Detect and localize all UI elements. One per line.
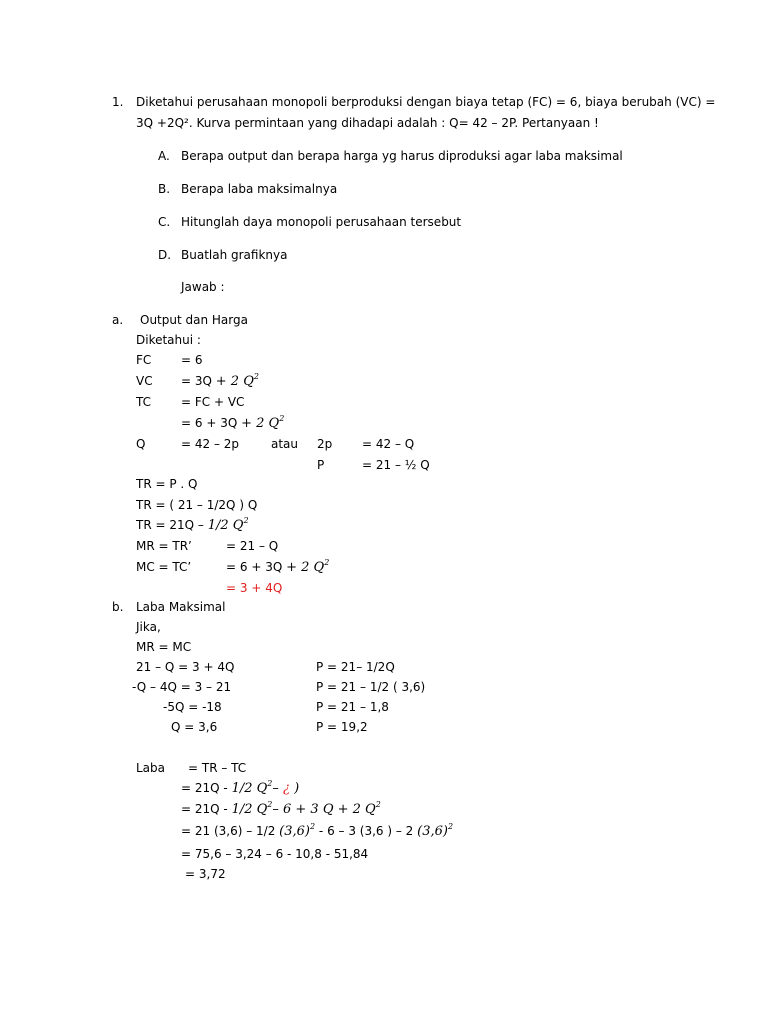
diketahui-label: Diketahui : <box>136 333 201 347</box>
vc-label: VC <box>136 374 153 388</box>
price-line-3: P = 21 – 1,8 <box>316 700 389 714</box>
mc-result: = 3 + 4Q <box>226 581 283 595</box>
jika-label: Jika, <box>136 620 161 634</box>
question-number: 1. <box>112 95 124 109</box>
part-a-letter: a. <box>112 313 124 327</box>
tc-value-2: = 6 + 3Q + 2 $Q^2$ <box>181 414 285 431</box>
tr-line-3: TR = 21Q – 1/2 $Q^2$ <box>136 516 249 533</box>
mc-label: MC = TC’ <box>136 560 192 574</box>
item-c-letter: C. <box>158 215 171 229</box>
twop-label: 2p <box>317 437 333 451</box>
mr-value: = 21 – Q <box>226 539 279 553</box>
solve-line-1: 21 – Q = 3 + 4Q <box>136 660 235 674</box>
item-d-letter: D. <box>158 248 172 262</box>
price-line-2: P = 21 – 1/2 ( 3,6) <box>316 680 426 694</box>
p-label: P <box>317 458 325 472</box>
part-a-title: Output dan Harga <box>140 313 248 327</box>
answer-label: Jawab : <box>181 280 225 294</box>
laba-line-4: = 21 (3,6) – 1/2 $(3,6)^2 - 6 - 3$ (3,6 ) – 2 $(3,6)^2$ <box>181 822 454 839</box>
tc-label: TC <box>136 395 152 409</box>
vc-value: = 3Q + 2 $Q^2$ <box>181 372 259 389</box>
question-line-2: 3Q +2Q². Kurva permintaan yang dihadapi adalah : Q= 42 – 2P. Pertanyaan ! <box>136 116 599 130</box>
price-line-1: P = 21– 1/2Q <box>316 660 395 674</box>
laba-line-3: = 21Q - 1/2 $Q^2-$ 6 + 3 Q + 2 $Q^2$ <box>181 800 381 817</box>
solve-line-4: Q = 3,6 <box>171 720 218 734</box>
item-a-letter: A. <box>158 149 170 163</box>
tc-value-1: = FC + VC <box>181 395 245 409</box>
laba-line-6: = 3,72 <box>185 867 226 881</box>
item-d-text: Buatlah grafiknya <box>181 248 288 262</box>
mr-equals-mc: MR = MC <box>136 640 192 654</box>
mr-label: MR = TR’ <box>136 539 192 553</box>
price-line-4: P = 19,2 <box>316 720 368 734</box>
atau-label: atau <box>271 437 299 451</box>
tr-line-2: TR = ( 21 – 1/2Q ) Q <box>136 498 258 512</box>
item-b-text: Berapa laba maksimalnya <box>181 182 338 196</box>
solve-line-2: -Q – 4Q = 3 – 21 <box>132 680 232 694</box>
p-value: = 21 – ½ Q <box>362 458 430 472</box>
tr-line-1: TR = P . Q <box>136 477 198 491</box>
laba-line-5: = 75,6 – 3,24 – 6 - 10,8 - 51,84 <box>181 847 369 861</box>
part-b-title: Laba Maksimal <box>136 600 226 614</box>
question-line-1: Diketahui perusahaan monopoli berproduksi dengan biaya tetap (FC) = 6, biaya berubah (VC) = <box>136 95 716 109</box>
q-label: Q <box>136 437 146 451</box>
twop-value: = 42 – Q <box>362 437 415 451</box>
fc-label: FC <box>136 353 152 367</box>
mc-value: = 6 + 3Q + 2 $Q^2$ <box>226 558 330 575</box>
fc-value: = 6 <box>181 353 203 367</box>
item-a-text: Berapa output dan berapa harga yg harus diproduksi agar laba maksimal <box>181 149 623 163</box>
laba-line-1: = TR – TC <box>188 761 247 775</box>
laba-label: Laba <box>136 761 166 775</box>
q-value: = 42 – 2p <box>181 437 240 451</box>
solve-line-3: -5Q = -18 <box>163 700 222 714</box>
part-b-letter: b. <box>112 600 124 614</box>
laba-line-2: = 21Q - 1/2 $Q^2-$ ¿ ) <box>181 779 300 796</box>
item-b-letter: B. <box>158 182 171 196</box>
item-c-text: Hitunglah daya monopoli perusahaan tersebut <box>181 215 462 229</box>
